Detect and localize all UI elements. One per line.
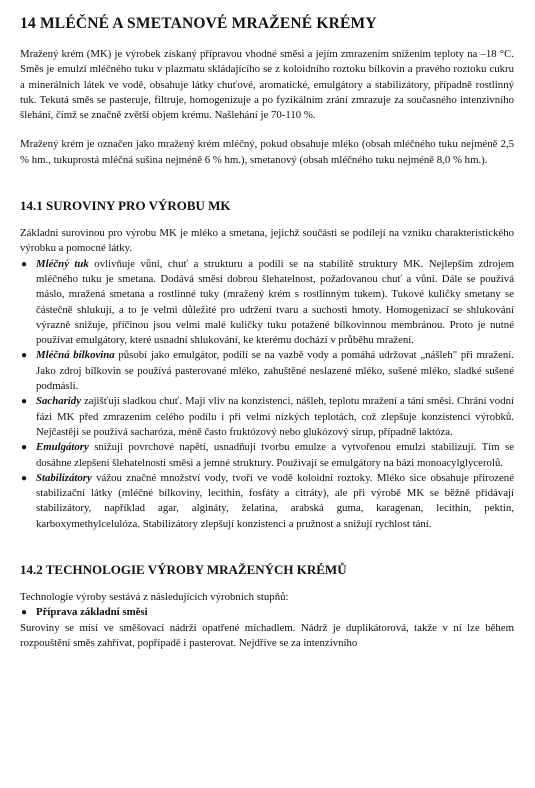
- list-item-text: snižují povrchové napětí, usnadňují tvorbu emulze a vytvořenou emulzi stabilizují. Tím se dosáhne zlepšení šlehatelnosti směsi a jemné struktury. Používají se emulgátory na bázi monoacylglycerolů.: [36, 441, 514, 469]
- step-paragraph: Suroviny se mísí ve směšovací nádrži opatřené míchadlem. Nádrž je duplikátorová, takže v ní lze během rozpouštění směs zahřívat, popřípadě i pasterovat. Nejdříve se za intenzivního: [20, 621, 514, 649]
- chapter-heading: 14 MLÉČNÉ A SMETANOVÉ MRAŽENÉ KRÉMY: [20, 15, 377, 32]
- bullet-icon: ●: [21, 607, 28, 619]
- list-item: [20, 348, 514, 394]
- section-heading-raw-materials: 14.1 SUROVINY PRO VÝROBU MK: [20, 198, 231, 214]
- list-item-term: Mléčný tuk: [36, 257, 89, 270]
- list-item-text: ovlivňuje vůni, chuť a strukturu a podílí se na stabilitě struktury MK. Nejlepším zdrojem mléčného tuku je smetana. Dodává směsi dobrou šlehatelnost, požadovanou chuť a vůni. Dále se používá máslo, mražená smetana a rostlinné tuky (mražený krém s rostlinným tukem). Tukové kuličky smetany se částečně shlukují, a to je velmi důležité pro udržení tvaru a suchosti hmoty. Homogenizací se shlukování výrazně snižuje, příčinou jsou velmi malé kuličky tuku potažené bílkovinnou membránou. Proto je nutné používat emulgátory, které usnadní shlukování, ke kterému dochází v průběhu mražení.: [36, 257, 514, 347]
- intro-paragraph: Mražený krém (MK) je výrobek získaný přípravou vhodné směsi a jejím zmrazením snížením teploty na –18 °C. Směs je emulzí mléčného tuku v plazmatu skládajícího se z koloidního roztoku bílkovin a pravého roztoku cukru a minerálních látek ve vodě, obsahuje látky chuťové, aromatické, emulgátory a stabilizátory, případně rostlinný tuk. Tekutá směs se pasteruje, filtruje, homogenizuje a po fyzikálním zrání zmrazuje za současného intenzivního šlehání, čímž se značně zvětší objem krému. Našlehání je 70-110 %.: [20, 48, 514, 122]
- list-item: [20, 605, 514, 620]
- list-item-text: působí jako emulgátor, podílí se na vazbě vody a pomáhá udržovat „nášleh" při mražení. Jako zdroj bílkovin se používá pasterované mléko, zahuštěné neslazené mléko, sušené mléko, sladké sušené podmáslí.: [36, 349, 514, 393]
- bullet-icon: ●: [21, 442, 28, 454]
- list-item-term: Mléčná bílkovina: [36, 349, 115, 362]
- document-page: [20, 14, 514, 651]
- bullet-icon: ●: [21, 396, 28, 408]
- list-item: [20, 471, 514, 532]
- technology-lead: Technologie výroby sestává z následujících výrobních stupňů:: [20, 591, 289, 604]
- list-item-term: Emulgátory: [36, 441, 89, 454]
- list-item: [20, 257, 514, 349]
- list-item-term: Stabilizátory: [36, 471, 92, 484]
- bullet-icon: ●: [21, 472, 28, 484]
- list-item-text: vážou značné množství vody, tvoří ve vodě koloidní roztoky. Mléko sice obsahuje přirozené stabilizační látky (mléčné bílkoviny, lecithin, fosfáty a citráty), ale při výrobě MK se běžně přidávají stabilizátory, například agar, algináty, želatina, arabská guma, karagenan, lecithin, pektin, karboxymethylcelulóza. Stabilizátory zlepšují konzistenci a pružnost a snižují rychlost tání.: [36, 471, 514, 530]
- list-item: [20, 440, 514, 471]
- list-item-term: Sacharidy: [36, 395, 81, 408]
- list-item: [20, 394, 514, 440]
- step-title: Příprava základní směsi: [36, 606, 148, 619]
- technology-steps-list: [20, 605, 514, 620]
- list-item-text: zajišťují sladkou chuť. Mají vliv na konzistenci, nášleh, teplotu mražení a tání směsi. Chrání vodní fázi MK před zmrazením celého podílu i při velmi nízkých teplotách, což zlepšuje konzistenci výrobků. Nejčastěji se používá sacharóza, méně často fruktózový nebo glukózový sirup, případně laktóza.: [36, 395, 514, 438]
- raw-materials-list: [20, 257, 514, 532]
- definition-paragraph: Mražený krém je označen jako mražený krém mléčný, pokud obsahuje mléko (obsah mléčného tuku nejméně 2,5 % hm., tukuprostá mléčná sušina nejméně 6 % hm.), smetanový (obsah mléčného tuku nejméně 8,0 % hm.).: [20, 138, 514, 166]
- bullet-icon: ●: [21, 258, 28, 270]
- section-heading-technology: 14.2 TECHNOLOGIE VÝROBY MRAŽENÝCH KRÉMŮ: [20, 562, 347, 578]
- raw-materials-lead: Základní surovinou pro výrobu MK je mléko a smetana, jejichž součásti se podílejí na vzniku charakteristického výrobku a pomocné látky.: [20, 227, 514, 255]
- bullet-icon: ●: [21, 350, 28, 362]
